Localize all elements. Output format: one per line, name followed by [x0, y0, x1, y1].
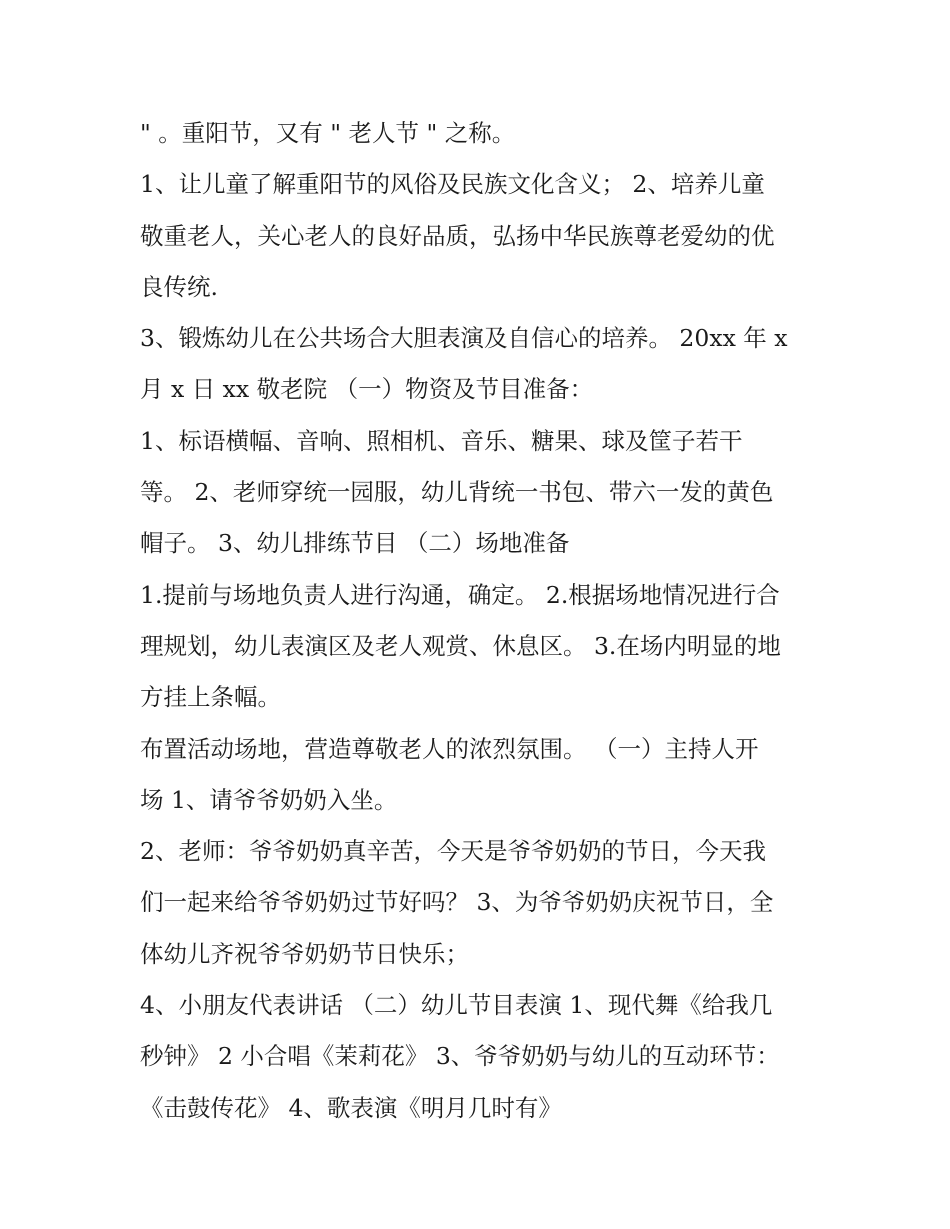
text-line: 体幼儿齐祝爷爷奶奶节日快乐；: [140, 939, 469, 968]
text-line: 1、标语横幅、音响、照相机、音乐、糖果、球及筐子若干: [140, 426, 743, 455]
text-line: 方挂上条幅。: [140, 683, 281, 712]
text-line: 秒钟》 2 小合唱《茉莉花》 3、爷爷奶奶与幼儿的互动环节：: [140, 1042, 780, 1071]
text-line: 1、让儿童了解重阳节的风俗及民族文化含义； 2、培养儿童: [140, 170, 765, 199]
text-line: 敬重老人，关心老人的良好品质，弘扬中华民族尊老爱幼的优: [140, 221, 775, 250]
text-line: 场 1、请爷爷奶奶入坐。: [140, 785, 398, 814]
text-line: 《击鼓传花》 4、歌表演《明月几时有》: [140, 1093, 562, 1122]
text-line: 1.提前与场地负责人进行沟通，确定。 2.根据场地情况进行合: [140, 580, 780, 609]
text-line: 良传统.: [140, 272, 218, 301]
text-line: 月 x 日 xx 敬老院 （一）物资及节目准备：: [140, 375, 594, 404]
text-line: 布置活动场地，营造尊敬老人的浓烈氛围。 （一）主持人开: [140, 734, 759, 763]
text-line: 3、锻炼幼儿在公共场合大胆表演及自信心的培养。 20xx 年 x: [140, 324, 788, 353]
text-line: 帽子。 3、幼儿排练节目 （二）场地准备: [140, 529, 570, 558]
text-line: 2、老师：爷爷奶奶真辛苦，今天是爷爷奶奶的节日，今天我: [140, 837, 766, 866]
text-line: 4、小朋友代表讲话 （二）幼儿节目表演 1、现代舞《给我几: [140, 991, 773, 1020]
document-body: [140, 108, 830, 1134]
text-line: 们一起来给爷爷奶奶过节好吗？ 3、为爷爷奶奶庆祝节日，全: [140, 888, 774, 917]
text-line: " 。重阳节，又有 " 老人节 " 之称。: [140, 119, 516, 147]
text-line: 等。 2、老师穿统一园服，幼儿背统一书包、带六一发的黄色: [140, 478, 774, 507]
text-line: 理规划，幼儿表演区及老人观赏、休息区。 3.在场内明显的地: [140, 631, 781, 660]
